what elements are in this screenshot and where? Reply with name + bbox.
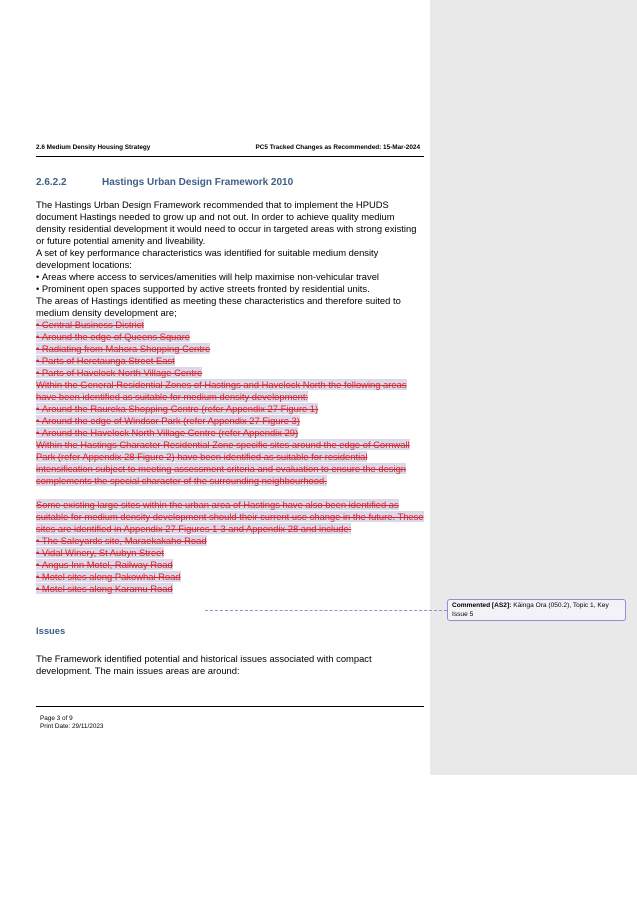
paragraph-3: The areas of Hastings identified as meeting these characteristics and therefore suited to medium density development are;: [36, 295, 401, 318]
comment-margin-pane: [430, 0, 637, 775]
deleted-list-item: • Around the Raureka Shopping Centre (refer Appendix 27 Figure 1): [36, 403, 424, 415]
deleted-list-item: • Motel sites along Pakowhai Road: [36, 571, 424, 583]
paragraph-2: A set of key performance characteristics was identified for suitable medium density development locations:: [36, 247, 379, 270]
deleted-list-item: • Parts of Heretaunga Street East: [36, 355, 424, 367]
deleted-list-item: • Around the edge of Queens Square: [36, 331, 424, 343]
body-text: [36, 199, 424, 595]
section-heading: [36, 177, 293, 188]
deleted-paragraph: Within the Hastings Character Residential Zone specific sites around the edge of Cornwall Park (refer Appendix 28 Figure 2) have been identified as suitable for residential intensification subject to meeting assessment criteria and evaluation to ensure the design complements the special character of the surrounding neighbourhood.: [36, 439, 410, 486]
header-left: 2.6 Medium Density Housing Strategy: [36, 144, 151, 151]
list-item: • Prominent open spaces supported by active streets fronted by residential units.: [36, 283, 424, 295]
deleted-paragraph: Within the General Residential Zones of Hastings and Havelock North the following areas have been identified as suitable for medium density development:: [36, 379, 407, 402]
comment-connector-line: [205, 610, 447, 612]
deleted-list-item: • Around the Havelock North Village Centre (refer Appendix 29): [36, 427, 424, 439]
deleted-list-item: • Radiating from Mahora Shopping Centre: [36, 343, 424, 355]
deleted-list-item: • Around the edge of Windsor Park (refer Appendix 27 Figure 3): [36, 415, 424, 427]
section-number: 2.6.2.2: [36, 177, 67, 188]
page-header: [36, 142, 424, 157]
deleted-list-item: • The Saleyards site, Maraekakaho Road: [36, 535, 424, 547]
page-footer: [40, 715, 103, 731]
section-title: Hastings Urban Design Framework 2010: [102, 177, 294, 188]
deleted-list-item: • Central Business District: [36, 319, 424, 331]
deleted-list-item: • Vidal Winery, St Aubyn Street: [36, 547, 424, 559]
header-right: PC5 Tracked Changes as Recommended: 15-Mar-2024: [255, 144, 420, 151]
comment-label: Commented [AS2]:: [452, 602, 512, 609]
deleted-list-item: • Parts of Havelock North Village Centre: [36, 367, 424, 379]
paragraph-1: The Hastings Urban Design Framework recommended that to implement the HPUDS document Hastings needed to grow up and not out. In order to achieve quality medium density residential development it would need to occur in targeted areas with strong existing or future potential amenity and liveability.: [36, 199, 417, 246]
comment-balloon[interactable]: [447, 599, 626, 621]
issues-paragraph: The Framework identified potential and historical issues associated with compact development. The main issues areas are around:: [36, 653, 372, 676]
footer-divider: [36, 706, 424, 707]
page-number: Page 3 of 9: [40, 715, 73, 722]
comment-text: Kāinga Ora (050.2), Topic 1, Key Issue 5: [452, 602, 609, 618]
deleted-list-item: • Angus Inn Motel, Railway Road: [36, 559, 424, 571]
issues-heading: Issues: [36, 625, 66, 636]
list-item: • Areas where access to services/amenities will help maximise non-vehicular travel: [36, 271, 424, 283]
deleted-paragraph: Some existing large sites within the urban area of Hastings have also been identified as suitable for medium density development should their current use change in the future. These sites are identified in Appendix 27 Figures 1-3 and Appendix 28 and include:: [36, 499, 424, 534]
print-date: Print Date: 29/11/2023: [40, 723, 104, 730]
deleted-list-item: • Motel sites along Karamu Road: [36, 583, 424, 595]
